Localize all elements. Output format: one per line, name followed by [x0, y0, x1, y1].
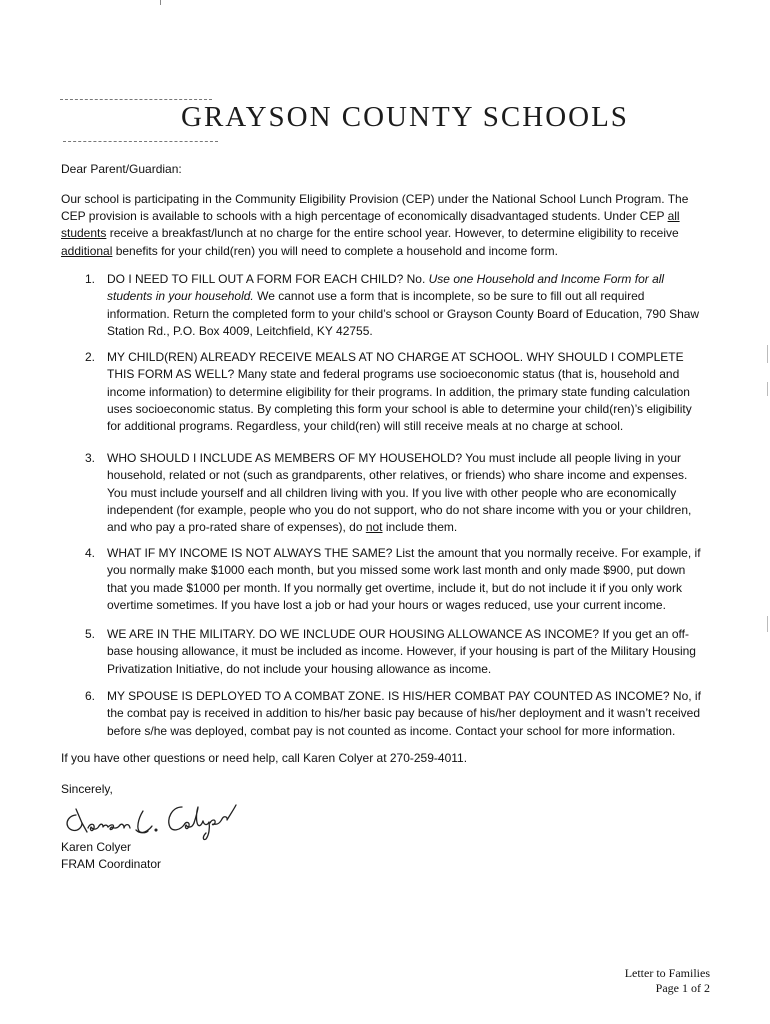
- header-rule-bottom: [63, 141, 218, 142]
- salutation: Dear Parent/Guardian:: [61, 162, 182, 176]
- scan-edge-mark: [767, 382, 768, 396]
- handwritten-signature: [60, 797, 240, 843]
- valediction: Sincerely,: [61, 782, 113, 796]
- page-footer: [625, 966, 710, 996]
- page-number: Page 1 of 2: [655, 981, 710, 995]
- faq-item: 2. MY CHILD(REN) ALREADY RECEIVE MEALS AT NO CHARGE AT SCHOOL. WHY SHOULD I COMPLETE THIS FORM AS WELL? Many state and federal programs use socioeconomic status (that is, household and income information) to determine eligibility for their programs. In addition, the primary state funding calculation uses socioeconomic status. By completing this form your school is able to determine your child(ren)’s eligibility for additional programs. Regardless, your child(ren) will still receive meals at no charge at school.: [85, 350, 692, 434]
- faq-item: 5. WE ARE IN THE MILITARY. DO WE INCLUDE OUR HOUSING ALLOWANCE AS INCOME? If you get an off-base housing allowance, it must be included as income. However, if your housing is part of the Military Housing Privatization Initiative, do not include your housing allowance as income.: [85, 627, 696, 676]
- signer-title: FRAM Coordinator: [61, 857, 162, 871]
- all-students-emphasis: all students: [61, 209, 680, 241]
- additional-emphasis: additional: [61, 243, 113, 258]
- header-rule-top: [60, 99, 212, 100]
- faq-item: 3. WHO SHOULD I INCLUDE AS MEMBERS OF MY HOUSEHOLD? You must include all people living in your household, related or not (such as grandparents, other relatives, or friends) who share income and expenses. You must include yourself and all children living with you. If you live with other people who are economically independent (for example, people who you do not support, who do not share income with you or your children, and who pay a pro-rated share of expenses), do not include them.: [85, 451, 692, 535]
- item-number: 4.: [85, 546, 96, 560]
- faq-item: 1. DO I NEED TO FILL OUT A FORM FOR EACH CHILD? No. Use one Household and Income Form for all students in your household. We cannot use a form that is incomplete, so be sure to fill out all required information. Return the completed form to your child’s school or Grayson County Board of Education, 790 Shaw Station Rd., P.O. Box 4009, Leitchfield, KY 42755.: [85, 272, 700, 338]
- item-number: 5.: [85, 627, 96, 641]
- intro-paragraph: Our school is participating in the Community Eligibility Provision (CEP) under the National School Lunch Program. The CEP provision is available to schools with a high percentage of economically disadvantaged students. Under CEP all students receive a breakfast/lunch at no charge for the entire school year. However, to determine eligibility to receive additional benefits for your child(ren) you will need to complete a household and income form.: [61, 192, 689, 258]
- item-number: 1.: [85, 272, 96, 286]
- scan-edge-mark: [767, 616, 768, 632]
- letterhead-title: GRAYSON COUNTY SCHOOLS: [181, 101, 629, 133]
- faq-item: 4. WHAT IF MY INCOME IS NOT ALWAYS THE SAME? List the amount that you normally receive. For example, if you normally make $1000 each month, but you missed some work last month and only made $900, put down that you made $1000 per month. If you normally get overtime, include it, but do not include it if you only work overtime sometimes. If you have lost a job or had your hours or wages reduced, use your current income.: [85, 546, 701, 612]
- faq-item: 6. MY SPOUSE IS DEPLOYED TO A COMBAT ZONE. IS HIS/HER COMBAT PAY COUNTED AS INCOME? No, if the combat pay is received in addition to his/her basic pay because of his/her deployment and it wasn’t received before s/he was deployed, combat pay is not counted as income. Contact your school for more information.: [85, 689, 701, 738]
- footer-document-name: Letter to Families: [624, 966, 710, 980]
- item-number: 6.: [85, 689, 96, 703]
- scan-mark: [160, 0, 161, 5]
- item-number: 3.: [85, 451, 96, 465]
- closing-line: If you have other questions or need help, call Karen Colyer at 270-259-4011.: [61, 751, 468, 765]
- signer-name: Karen Colyer: [61, 840, 132, 854]
- item-number: 2.: [85, 350, 96, 364]
- scan-edge-mark: [767, 345, 768, 363]
